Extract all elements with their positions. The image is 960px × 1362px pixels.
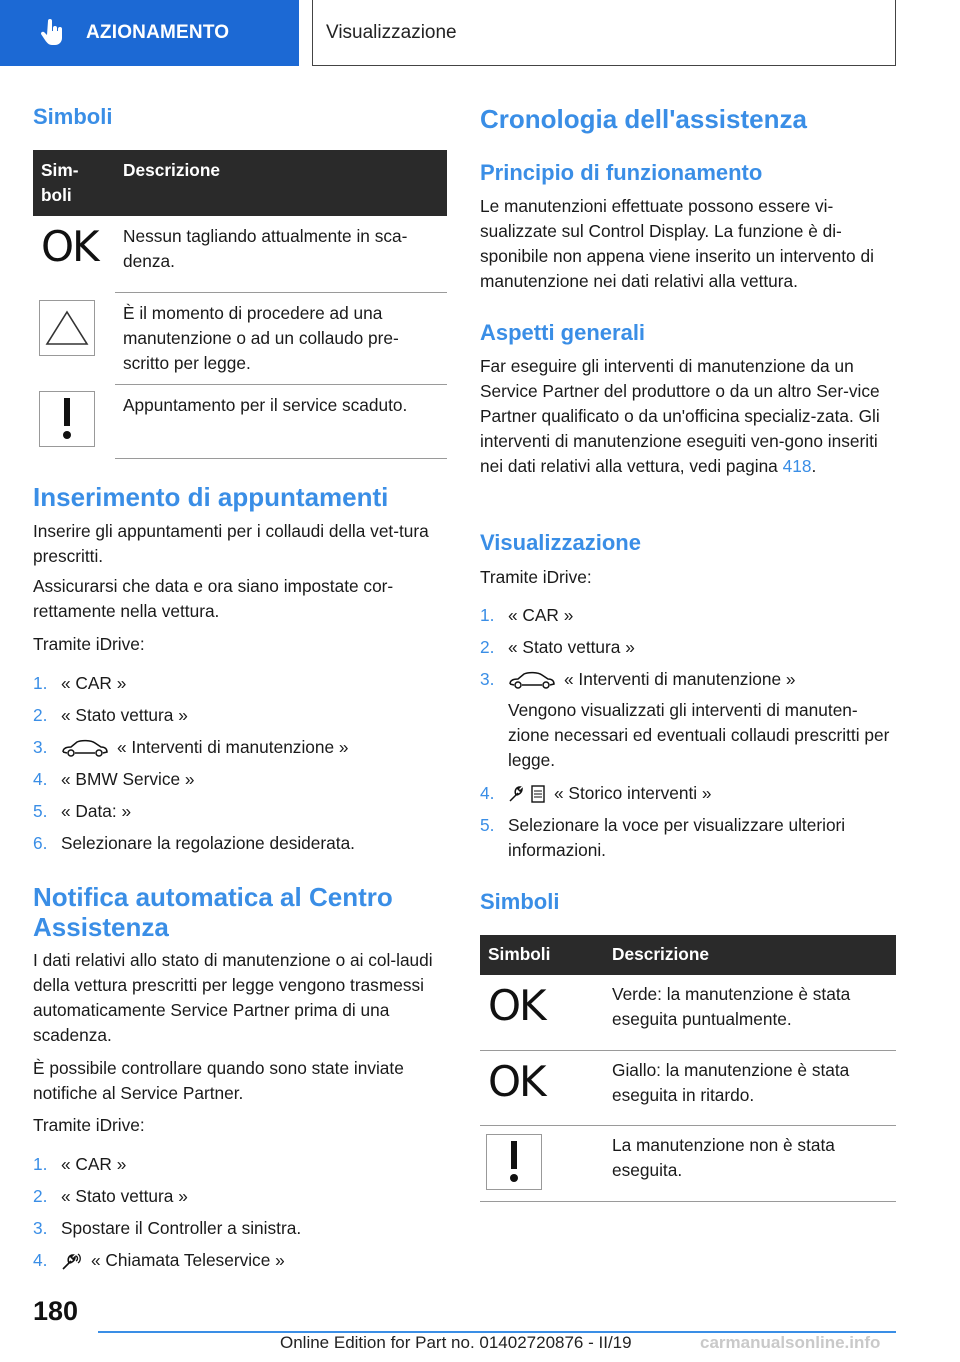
table-header-description: Descrizione [604, 935, 896, 975]
notify-paragraph-3: Tramite iDrive: [33, 1115, 145, 1135]
principle-heading: Principio di funzionamento [480, 160, 763, 185]
appointments-paragraph-2: Assicurarsi che data e ora siano impostate cor-rettamente nella vettura. [33, 576, 394, 621]
simboli-heading: Simboli [33, 104, 113, 129]
list-item: 3. Spostare il Controller a sinistra. [33, 1218, 302, 1238]
notify-paragraph-2: È possibile controllare quando sono state inviate notifiche al Service Partner. [33, 1058, 404, 1103]
exclamation-icon [39, 391, 95, 447]
table-header-symbols: Sim- boli [33, 150, 115, 216]
simboli-heading-2: Simboli [480, 889, 560, 914]
table-row [480, 1125, 896, 1201]
notify-heading-line-2: Assistenza [33, 912, 169, 942]
list-item: 5. « Data: » [33, 801, 132, 821]
symbols-table-2 [480, 935, 896, 1202]
history-heading: Cronologia dell'assistenza [480, 104, 807, 134]
table-cell-description: Appuntamento per il service scaduto. [115, 384, 447, 458]
list-item: 1. « CAR » [480, 605, 574, 625]
list-item: 3. « Interventi di manutenzione » [33, 737, 349, 757]
list-item: 4. « BMW Service » [33, 769, 195, 789]
table-row [33, 216, 447, 292]
table-cell-description: È il momento di procedere ad una manutenzione o ad un collaudo pre-scritto per legge. [115, 292, 447, 384]
list-item: 4. « Chiamata Teleservice » [33, 1250, 285, 1270]
ok-symbol-icon: OK [41, 222, 98, 271]
list-item: 2. « Stato vettura » [480, 637, 635, 657]
display-intro: Tramite iDrive: [480, 567, 592, 587]
list-item: 6. Selezionare la regolazione desiderata. [33, 833, 355, 853]
list-item: 2. « Stato vettura » [33, 705, 188, 725]
table-row [33, 292, 447, 384]
general-paragraph: Far eseguire gli interventi di manutenzione da un Service Partner del produttore o da un altro Ser-vice Partner qualificato o da un'officina specializ-zata. Gli interventi di manutenzione eseguiti ven-gono inseriti nei dati relativi alla vettura, vedi pagina 418. [480, 356, 880, 476]
section-title: Visualizzazione [326, 21, 457, 43]
edition-text: Online Edition for Part no. 01402720876 - II/19 [280, 1333, 632, 1352]
notify-heading-line-1: Notifica automatica al Centro [33, 882, 393, 912]
table-cell-description: La manutenzione non è stata eseguita. [604, 1125, 896, 1201]
chapter-title: AZIONAMENTO [86, 22, 230, 43]
warning-triangle-icon [39, 300, 95, 356]
table-header-symbols: Simboli [480, 935, 604, 975]
list-item: 1. « CAR » [33, 1154, 127, 1174]
list-item: 1. « CAR » [33, 673, 127, 693]
general-heading: Aspetti generali [480, 320, 646, 345]
table-cell-description: Nessun tagliando attualmente in sca-denza. [115, 216, 447, 292]
exclamation-icon [486, 1134, 542, 1190]
page-number: 180 [33, 1296, 79, 1326]
page-header [0, 0, 960, 66]
teleservice-wrench-icon [61, 1251, 83, 1271]
appointments-paragraph-1: Inserire gli appuntamenti per i collaudi della vet-tura prescritti. [33, 521, 429, 566]
principle-paragraph: Le manutenzioni effettuate possono essere vi-sualizzate sul Control Display. La funzione è di-sponibile non appena viene inserito un intervento di manutenzione nei dati relativi alla vettura. [480, 196, 874, 291]
list-item: 5. Selezionare la voce per visualizzare ulteriori informazioni. [480, 815, 846, 860]
section-tab[interactable] [312, 0, 896, 66]
symbols-table-1 [33, 150, 447, 459]
car-service-icon [61, 739, 109, 757]
chapter-tab[interactable] [0, 0, 299, 66]
table-row [33, 384, 447, 458]
watermark: carmanualsonline.info [700, 1333, 881, 1352]
table-cell-description: Verde: la manutenzione è stata eseguita puntualmente. [604, 975, 896, 1050]
table-row [480, 1050, 896, 1125]
appointments-heading: Inserimento di appuntamenti [33, 482, 389, 512]
page-link[interactable]: 418 [782, 456, 812, 476]
ok-yellow-icon: OK [488, 1056, 545, 1106]
car-service-icon [508, 671, 556, 689]
list-item: 3. « Interventi di manutenzione » Vengono visualizzati gli interventi di manuten-zione necessari ed eventuali collaudi prescritti per legge. [480, 667, 896, 773]
list-item-note: Vengono visualizzati gli interventi di manuten-zione necessari ed eventuali collaudi prescritti per legge. [508, 700, 890, 770]
notify-paragraph-1: I dati relativi allo stato di manutenzione o ai col-laudi della vettura prescritti per legge vengono trasmessi automaticamente Service Partner prima di una scadenza. [33, 950, 433, 1045]
display-heading: Visualizzazione [480, 530, 641, 555]
service-history-icon [508, 783, 546, 805]
list-item: 2. « Stato vettura » [33, 1186, 188, 1206]
appointments-paragraph-3: Tramite iDrive: [33, 634, 145, 654]
list-item: 4. « Storico interventi » [480, 781, 896, 806]
table-cell-description: Giallo: la manutenzione è stata eseguita in ritardo. [604, 1050, 896, 1125]
ok-green-icon: OK [488, 981, 545, 1030]
table-row [480, 975, 896, 1050]
hand-pointer-icon [40, 19, 66, 47]
table-header-description: Descrizione [115, 150, 447, 216]
